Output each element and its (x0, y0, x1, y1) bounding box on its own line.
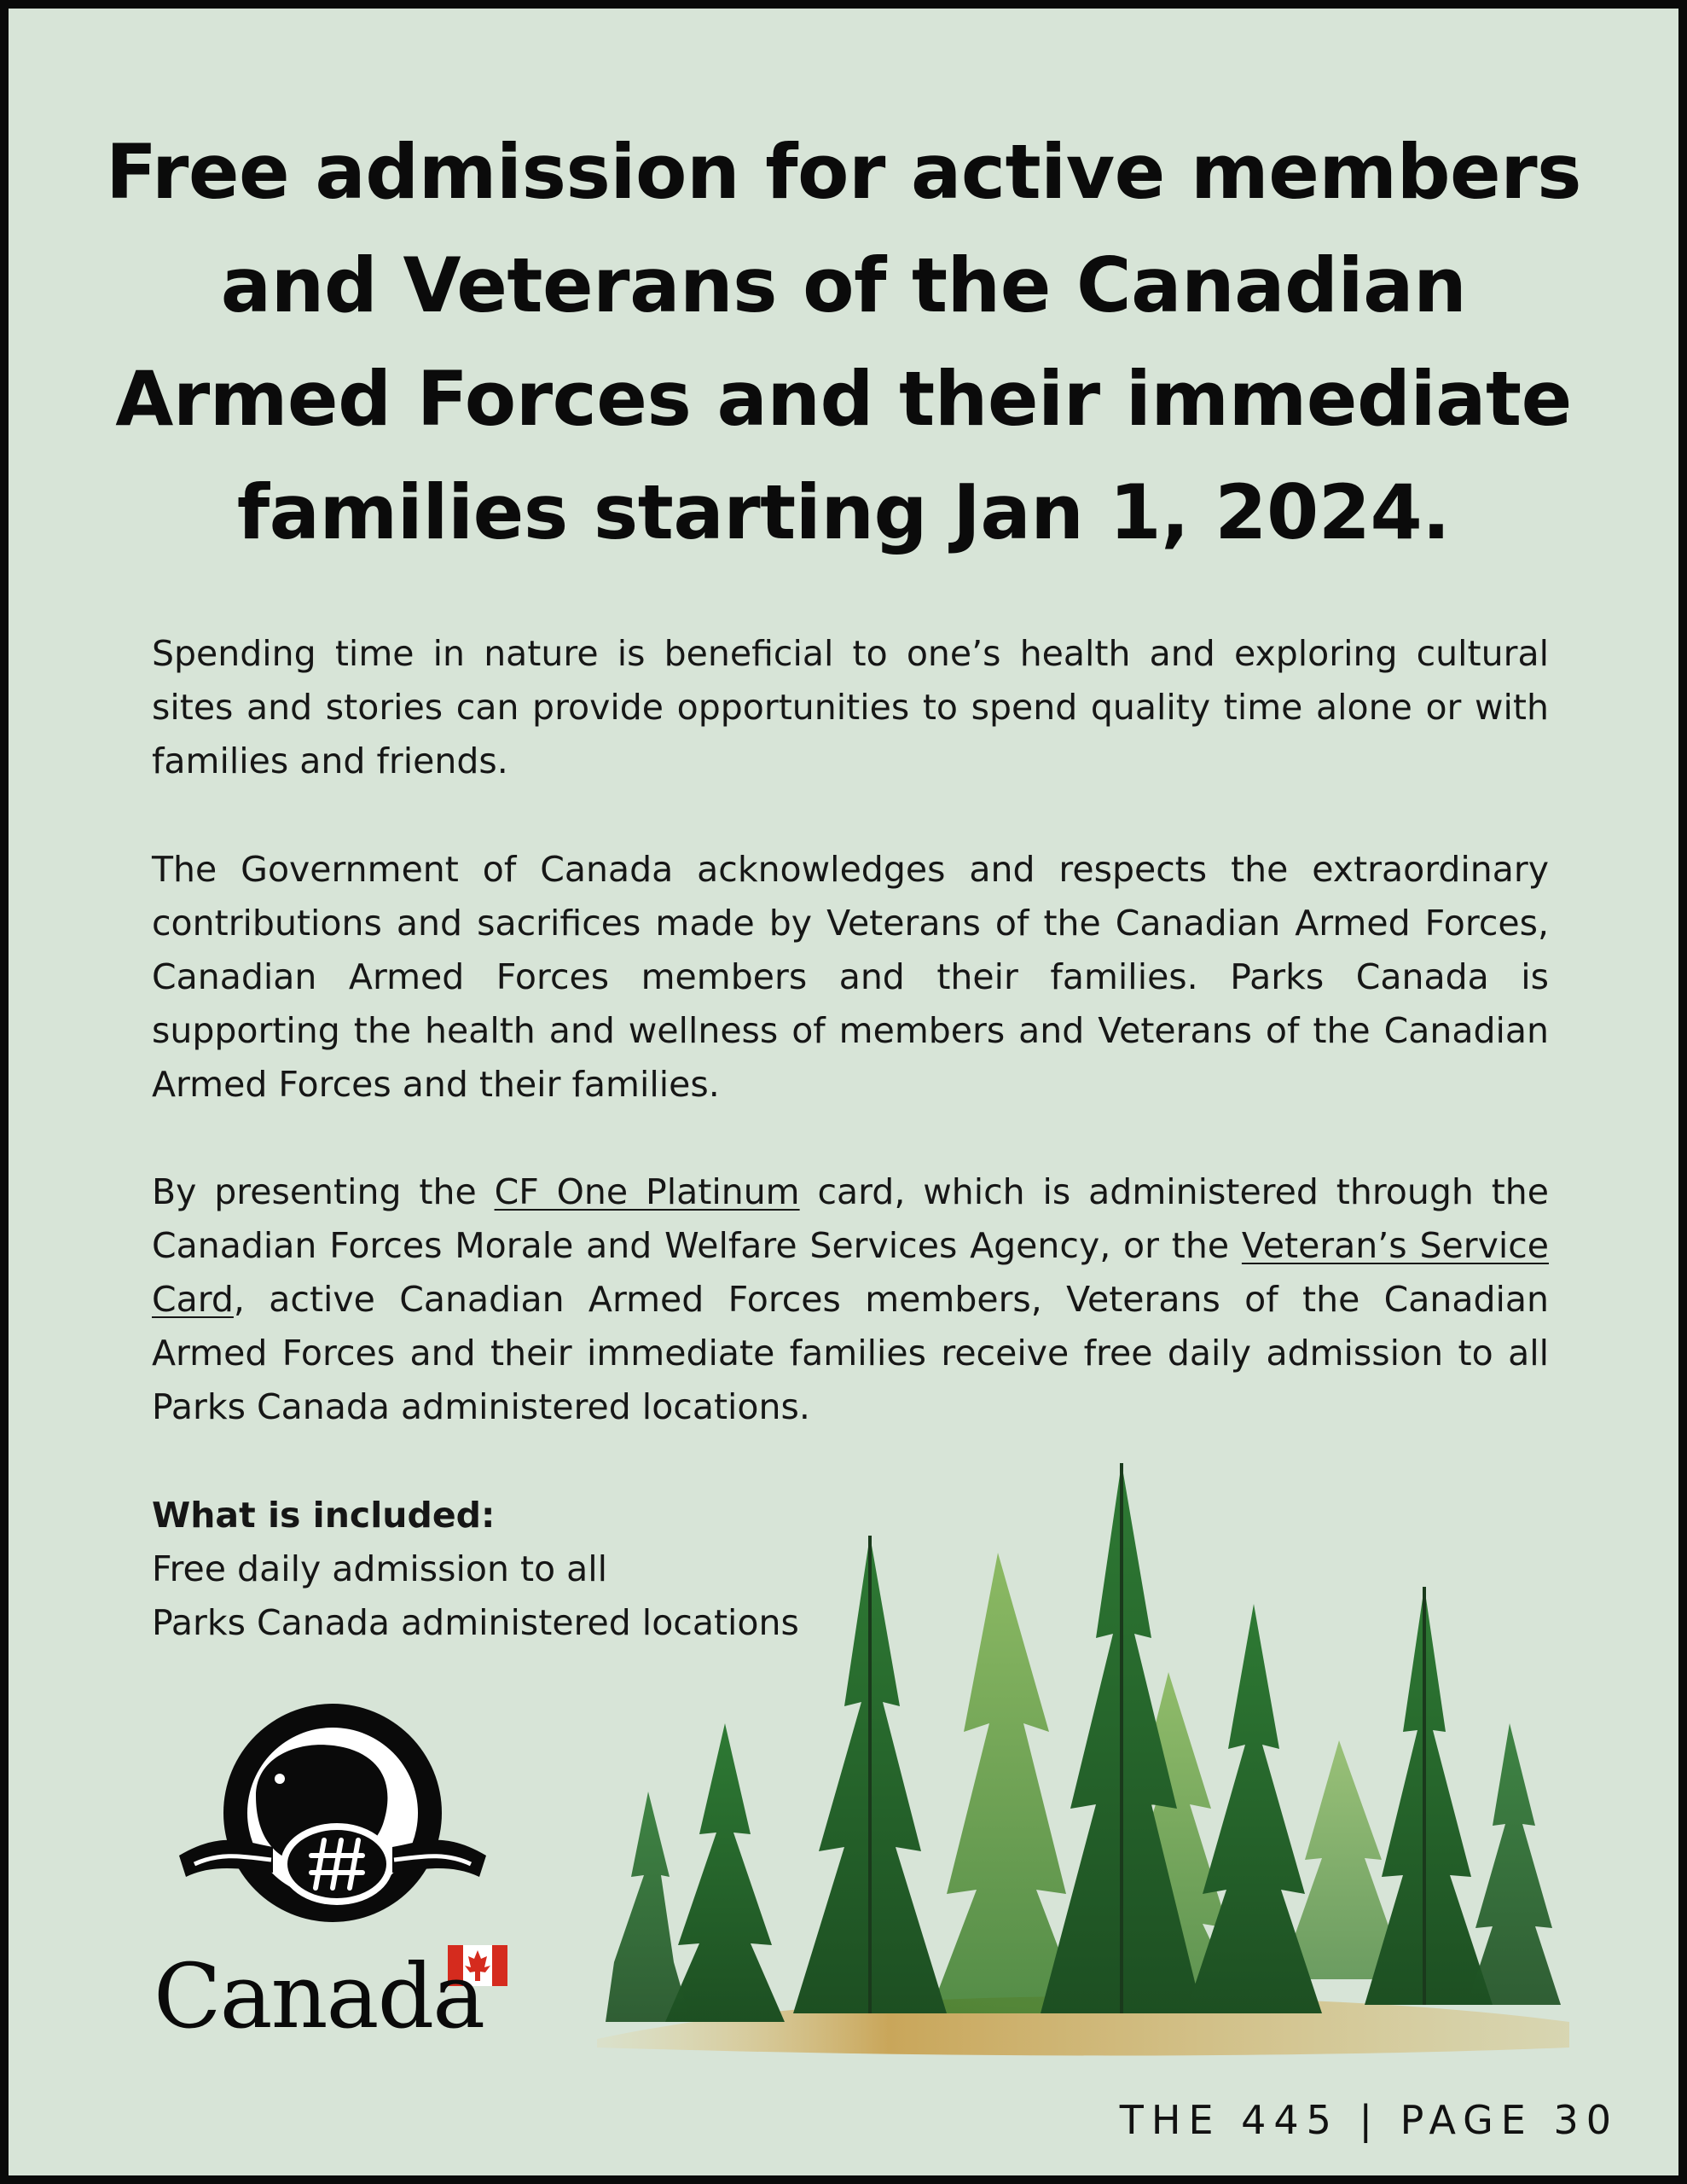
cf-one-platinum-link[interactable]: CF One Platinum (494, 1171, 800, 1212)
paragraph-cards-text-1: By presenting the (152, 1171, 495, 1212)
canada-wordmark (154, 1928, 529, 2048)
canada-wordmark-text: Canada (154, 1944, 484, 2048)
paragraph-government: The Government of Canada acknowledges and respects the extraordinary contributions and sacrifices made by Veterans of the Canadian Armed Forces, Canadian Armed Forces members and their families. Parks Canada is supporting the health and wellness of members and Veterans of the Canadian Armed Forces and their families. (152, 849, 1549, 1105)
page-footer: THE 445 | PAGE 30 (1119, 2097, 1619, 2143)
included-line-1: Free daily admission to all (152, 1548, 608, 1589)
included-title: What is included: (152, 1495, 496, 1536)
paragraph-cards-text-2: card, which is administered through the Canadian Forces Morale and Welfare Services Agency, or the (152, 1171, 1550, 1266)
parks-canada-logo-icon (171, 1693, 512, 1941)
pine-trees-illustration (588, 1450, 1586, 2065)
paragraph-nature: Spending time in nature is beneficial to one’s health and exploring cultural sites and stories can provide opportunities to spend quality time alone or with families and friends. (152, 633, 1549, 781)
headline: Free admission for active members and Veterans of the Canadian Armed Forces and their immediate families starting Jan 1, 2024. (105, 128, 1582, 556)
paragraph-cards-text-3: , active Canadian Armed Forces members, Veterans of the Canadian Armed Forces and their immediate families receive free daily admission to all Parks Canada administered locations. (152, 1279, 1549, 1427)
included-line-2: Parks Canada administered locations (152, 1602, 799, 1643)
veterans-service-card-link[interactable]: Veteran’s Service Card (152, 1225, 1549, 1320)
paragraph-cards (152, 1165, 1549, 1434)
